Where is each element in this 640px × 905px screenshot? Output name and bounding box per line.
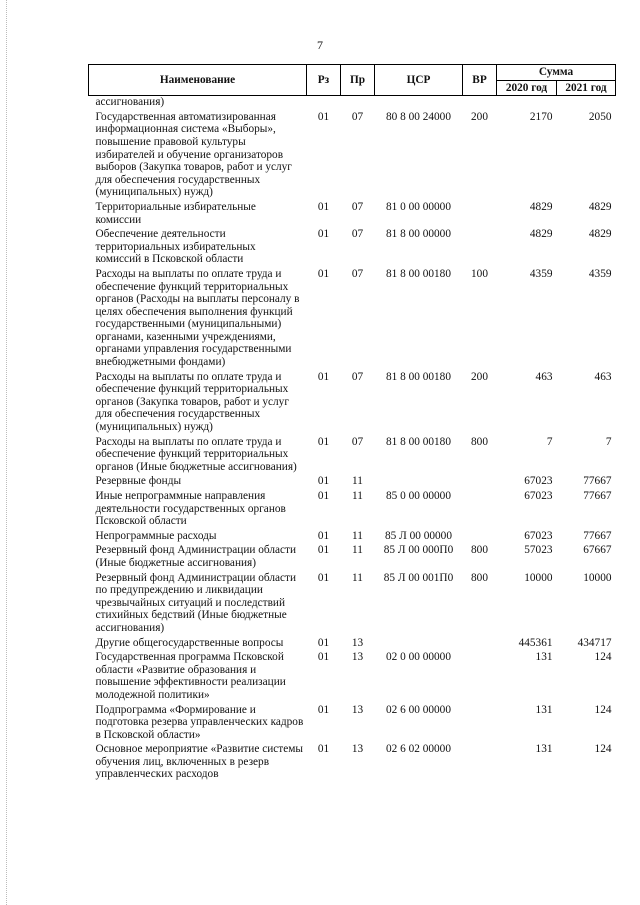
- cell-name: Резервные фонды: [95, 475, 182, 488]
- cell-rz: 01: [317, 743, 330, 756]
- cell-rz: 01: [317, 435, 330, 448]
- cell-name: Расходы на выплаты по оплате труда и обеспечение функций территориальных органов (Закупка товаров, работ и услуг для обеспечения государственных (муниципальных) нужд): [95, 370, 289, 434]
- table-row: [89, 96, 616, 109]
- cell-rz: 01: [317, 267, 330, 280]
- table-row: [89, 226, 616, 266]
- cell-rz: 01: [317, 651, 330, 664]
- cell-rz: 01: [317, 490, 330, 502]
- cell-pr: 07: [351, 228, 364, 241]
- cell-csr: 85 Л 00 000П0: [383, 544, 454, 557]
- cell-name: Резервный фонд Администрации области по предупреждению и ликвидации чрезвычайных ситуаций и последствий стихийных бедствий (Иные бюджетные ассигнования): [95, 571, 297, 634]
- cell-vr: [463, 635, 497, 650]
- cell-v2021: 124: [594, 703, 612, 716]
- cell-vr: 800: [471, 435, 488, 448]
- cell-v2021: 434717: [577, 636, 612, 649]
- cell-pr: 07: [351, 370, 364, 383]
- cell-pr: 13: [351, 743, 364, 756]
- cell-rz: 01: [317, 475, 330, 488]
- cell-name: Расходы на выплаты по оплате труда и обеспечение функций территориальных органов (Расходы на выплаты персоналу в целях обеспечения выполнения функций государственными (муниципальными) органами, казенными учреждениями, органами управления государственными внебюджетными фондами): [95, 267, 300, 369]
- header-vr: ВР: [463, 65, 497, 96]
- cell-pr: 11: [352, 490, 363, 502]
- table-row: [89, 369, 616, 434]
- cell-name: Территориальные избирательные комиссии: [95, 200, 256, 226]
- cell-v2021: 77667: [583, 490, 612, 502]
- cell-pr: 11: [352, 571, 363, 584]
- header-sum: Сумма: [497, 65, 616, 81]
- cell-rz: 01: [317, 703, 330, 716]
- header-pr: Пр: [341, 65, 375, 96]
- cell-rz: 01: [317, 228, 330, 241]
- cell-csr: 81 8 00 00180: [386, 435, 451, 448]
- cell-name: ассигнования): [95, 96, 165, 109]
- cell-pr: 07: [351, 435, 364, 448]
- table-row: [89, 199, 616, 226]
- cell-name: Иные непрограммные направления деятельности государственных органов Псковской области: [95, 490, 286, 528]
- cell-csr: 81 8 00 00180: [386, 267, 451, 280]
- cell-v2021: 124: [594, 743, 612, 756]
- table-row: [89, 649, 616, 701]
- cell-pr: 07: [351, 110, 364, 123]
- cell-rz: 01: [317, 571, 330, 584]
- cell-vr: [463, 649, 497, 701]
- cell-csr: 02 6 02 00000: [386, 743, 451, 756]
- cell-pr: 11: [352, 544, 363, 557]
- cell-name: Непрограммные расходы: [95, 529, 217, 542]
- left-margin-line: [6, 0, 8, 905]
- cell-name: Другие общегосударственные вопросы: [95, 636, 284, 649]
- budget-table: [88, 64, 616, 781]
- table-row: [89, 542, 616, 569]
- table-row: [89, 266, 616, 369]
- table-row: [89, 702, 616, 742]
- cell-v2020: 67023: [524, 475, 553, 488]
- cell-v2020: 4829: [529, 228, 553, 241]
- cell-csr: [375, 96, 463, 109]
- cell-v2021: [557, 96, 616, 109]
- cell-rz: 01: [317, 544, 330, 557]
- table-row: [89, 488, 616, 528]
- table-row: [89, 434, 616, 474]
- cell-v2020: 463: [535, 370, 553, 383]
- cell-v2020: 4359: [529, 267, 553, 280]
- cell-v2020: 131: [535, 703, 553, 716]
- cell-v2020: 131: [535, 651, 553, 664]
- cell-pr: 11: [352, 529, 363, 542]
- cell-vr: 800: [471, 571, 488, 584]
- cell-pr: 07: [351, 267, 364, 280]
- table-body: [89, 96, 616, 781]
- cell-pr: 11: [352, 475, 363, 488]
- table-row: [89, 741, 616, 781]
- cell-rz: 01: [317, 200, 330, 213]
- cell-v2020: 131: [535, 743, 553, 756]
- cell-pr: [341, 96, 375, 109]
- cell-v2020: [497, 96, 557, 109]
- cell-pr: 13: [351, 703, 364, 716]
- cell-v2020: 10000: [524, 571, 553, 584]
- cell-v2021: 10000: [583, 571, 612, 584]
- cell-v2021: 77667: [583, 475, 612, 488]
- table-row: [89, 528, 616, 543]
- cell-v2021: 7: [605, 435, 612, 448]
- cell-pr: 07: [351, 200, 364, 213]
- cell-v2021: 2050: [588, 110, 612, 123]
- cell-csr: 81 8 00 00000: [386, 228, 451, 241]
- cell-rz: [307, 96, 341, 109]
- cell-v2021: 4829: [588, 228, 612, 241]
- cell-name: Расходы на выплаты по оплате труда и обеспечение функций территориальных органов (Иные бюджетные ассигнования): [95, 435, 297, 473]
- cell-csr: 81 8 00 00180: [386, 370, 451, 383]
- cell-v2020: 7: [546, 435, 553, 448]
- cell-csr: 85 Л 00 00000: [385, 529, 452, 542]
- cell-vr: 200: [471, 110, 488, 123]
- cell-csr: 85 0 00 00000: [386, 490, 451, 502]
- header-rz: Рз: [307, 65, 341, 96]
- cell-v2020: 67023: [524, 490, 553, 502]
- cell-vr: [463, 473, 497, 488]
- header-csr: ЦСР: [375, 65, 463, 96]
- cell-vr: [463, 741, 497, 781]
- cell-rz: 01: [317, 110, 330, 123]
- cell-v2021: 77667: [583, 529, 612, 542]
- cell-v2021: 463: [594, 370, 612, 383]
- table-row: [89, 109, 616, 199]
- cell-vr: [463, 702, 497, 742]
- cell-name: Подпрограмма «Формирование и подготовка резерва управленческих кадров в Псковской области»: [95, 703, 304, 741]
- cell-v2021: 124: [594, 651, 612, 664]
- header-2021: 2021 год: [557, 80, 616, 96]
- cell-v2021: 4359: [588, 267, 612, 280]
- cell-vr: 200: [471, 370, 488, 383]
- cell-vr: [463, 528, 497, 543]
- cell-vr: [463, 488, 497, 528]
- cell-csr: 80 8 00 24000: [386, 110, 451, 123]
- cell-vr: [463, 199, 497, 226]
- cell-v2020: 67023: [524, 529, 553, 542]
- cell-v2020: 2170: [529, 110, 553, 123]
- cell-pr: 13: [351, 636, 364, 649]
- cell-csr: 85 Л 00 001П0: [383, 571, 454, 584]
- table-row: [89, 570, 616, 635]
- cell-csr: 02 0 00 00000: [386, 651, 451, 664]
- cell-name: Государственная автоматизированная информационная система «Выборы», повышение правовой культуры избирателей и обучение организаторов выборов (Закупка товаров, работ и услуг для обеспечения государственных (муниципальных) нужд): [95, 110, 292, 199]
- table-row: [89, 473, 616, 488]
- cell-name: Резервный фонд Администрации области (Иные бюджетные ассигнования): [95, 544, 297, 569]
- cell-name: Государственная программа Псковской области «Развитие образования и повышение эффективности реализации молодежной политики»: [95, 651, 286, 701]
- cell-v2021: 4829: [588, 200, 612, 213]
- cell-rz: 01: [317, 370, 330, 383]
- cell-csr: [375, 473, 463, 488]
- cell-vr: 100: [471, 267, 488, 280]
- cell-v2020: 4829: [529, 200, 553, 213]
- cell-vr: [463, 96, 497, 109]
- cell-csr: [375, 635, 463, 650]
- cell-name: Обеспечение деятельности территориальных избирательных комиссий в Псковской области: [95, 228, 256, 266]
- cell-vr: 800: [471, 544, 488, 557]
- cell-v2021: 67667: [583, 544, 612, 557]
- cell-rz: 01: [317, 529, 330, 542]
- page-number: 7: [317, 38, 323, 52]
- header-name: Наименование: [89, 65, 307, 96]
- cell-rz: 01: [317, 636, 330, 649]
- header-2020: 2020 год: [497, 80, 557, 96]
- cell-v2020: 445361: [518, 636, 553, 649]
- cell-v2020: 57023: [524, 544, 553, 557]
- table-row: [89, 635, 616, 650]
- cell-name: Основное мероприятие «Развитие системы обучения лиц, включенных в резерв управленческих расходов: [95, 743, 303, 781]
- cell-vr: [463, 226, 497, 266]
- cell-pr: 13: [351, 651, 364, 664]
- cell-csr: 02 6 00 00000: [386, 703, 451, 716]
- cell-csr: 81 0 00 00000: [386, 200, 451, 213]
